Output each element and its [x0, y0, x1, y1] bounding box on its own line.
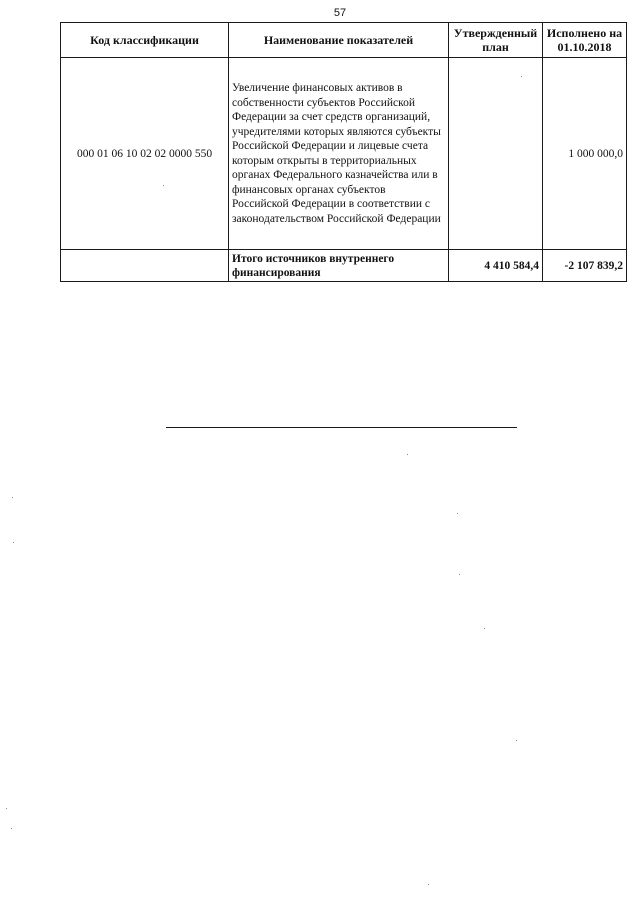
header-name: Наименование показателей	[229, 23, 449, 58]
row-name: Увеличение финансовых активов в собственности субъектов Российской Федерации за счет средств организаций, учредителями которых являются субъекты Российской Федерации и лицевые счета которым открыты в территориальных органах Федерального казначейства или в финансовых органах субъектов Российской Федерации в соответствии с законодательством Российской Федерации	[229, 58, 449, 250]
scan-speck	[521, 76, 522, 77]
scan-speck	[407, 454, 408, 455]
table-row	[61, 58, 627, 250]
scan-speck	[428, 884, 429, 885]
total-row	[61, 250, 627, 282]
sources-table	[60, 22, 627, 282]
scan-speck	[457, 513, 458, 514]
total-code-empty	[61, 250, 229, 282]
table-header-row	[61, 23, 627, 58]
row-done: 1 000 000,0	[543, 58, 627, 250]
page-number: 57	[333, 7, 347, 19]
scan-speck	[12, 497, 13, 498]
scan-speck	[484, 628, 485, 629]
scan-speck	[13, 542, 14, 543]
total-done: -2 107 839,2	[543, 250, 627, 282]
row-plan	[449, 58, 543, 250]
scan-speck	[11, 828, 12, 829]
total-plan: 4 410 584,4	[449, 250, 543, 282]
scan-speck	[459, 574, 460, 575]
total-label: Итого источников внутреннего финансирования	[229, 250, 449, 282]
scan-speck	[6, 808, 7, 809]
end-separator-line	[166, 427, 517, 428]
header-code: Код классификации	[61, 23, 229, 58]
row-code: 000 01 06 10 02 02 0000 550	[61, 58, 229, 250]
scan-speck	[516, 740, 517, 741]
header-plan: Утвержденный план	[449, 23, 543, 58]
header-done: Исполнено на 01.10.2018	[543, 23, 627, 58]
scan-speck	[163, 185, 164, 186]
